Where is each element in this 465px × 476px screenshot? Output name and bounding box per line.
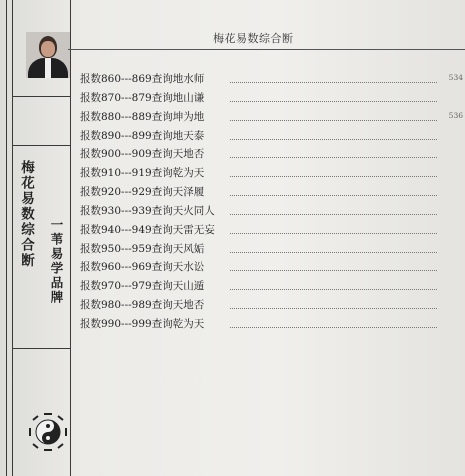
sidebar-border-right (70, 0, 71, 476)
toc-row[interactable] (80, 69, 465, 88)
header-rule (68, 49, 465, 50)
toc-leader-dots (230, 308, 437, 309)
toc-row[interactable] (80, 201, 465, 220)
toc-page-number: 534 (448, 73, 463, 82)
toc-leader-dots (230, 157, 437, 158)
toc-label: 报数950---959查询天风姤 (80, 242, 205, 255)
table-of-contents (80, 69, 465, 333)
toc-row[interactable] (80, 295, 465, 314)
running-header-title: 梅花易数综合断 (213, 32, 294, 45)
toc-label: 报数960---969查询天水讼 (80, 261, 205, 274)
toc-label: 报数920---929查询天泽履 (80, 186, 205, 199)
sidebar-rule-mid (12, 145, 70, 146)
sidebar-border-inner (12, 0, 13, 476)
toc-row[interactable] (80, 257, 465, 276)
toc-leader-dots (230, 82, 437, 83)
toc-label: 报数990---999查询乾为天 (80, 317, 205, 330)
toc-label: 报数940---949查询天雷无妄 (80, 223, 215, 236)
taiji-bagua-icon (28, 412, 68, 452)
toc-label: 报数910---919查询乾为天 (80, 167, 205, 180)
toc-leader-dots (230, 289, 437, 290)
toc-label: 报数890---899查询地天泰 (80, 129, 205, 142)
toc-label: 报数930---939查询天火同人 (80, 204, 215, 217)
toc-row[interactable] (80, 314, 465, 333)
toc-leader-dots (230, 214, 437, 215)
toc-leader-dots (230, 101, 437, 102)
toc-row[interactable] (80, 163, 465, 182)
author-portrait (26, 32, 70, 78)
toc-row[interactable] (80, 107, 465, 126)
toc-leader-dots (230, 139, 437, 140)
toc-page-number: 536 (448, 110, 463, 120)
sidebar (4, 0, 70, 476)
toc-leader-dots (230, 233, 437, 234)
toc-row[interactable] (80, 239, 465, 258)
toc-row[interactable] (80, 220, 465, 239)
toc-label: 报数860---869查询地水师 (80, 73, 205, 85)
toc-label: 报数880---889查询坤为地 (80, 110, 205, 123)
toc-leader-dots (230, 120, 437, 121)
toc-row[interactable] (80, 126, 465, 145)
toc-leader-dots (230, 270, 437, 271)
toc-leader-dots (230, 327, 437, 328)
sidebar-rule-bottom (12, 348, 70, 349)
sidebar-rule-top (12, 96, 70, 97)
toc-row[interactable] (80, 276, 465, 295)
toc-label: 报数970---979查询天山遁 (80, 280, 205, 293)
toc-leader-dots (230, 195, 437, 196)
toc-label: 报数900---909查询天地否 (80, 148, 205, 161)
sidebar-series-name: 一苇易学品牌 (49, 218, 64, 305)
toc-row[interactable] (80, 182, 465, 201)
toc-row[interactable] (80, 144, 465, 163)
toc-leader-dots (230, 252, 437, 253)
sidebar-border-outer (6, 0, 7, 476)
sidebar-book-title: 梅花易数综合断 (18, 160, 34, 269)
toc-label: 报数870---879查询地山谦 (80, 91, 205, 104)
toc-label: 报数980---989查询天地否 (80, 299, 205, 312)
toc-row[interactable] (80, 88, 465, 107)
toc-leader-dots (230, 176, 437, 177)
